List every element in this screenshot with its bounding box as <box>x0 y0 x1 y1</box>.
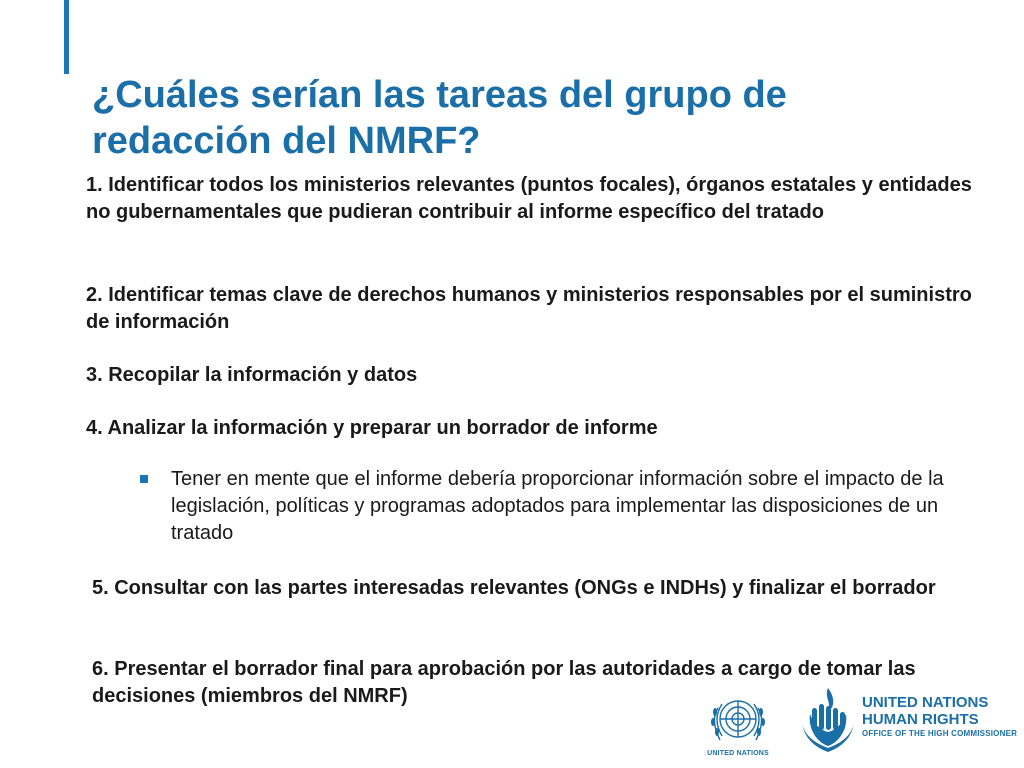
task-item-1: 1. Identificar todos los ministerios relevantes (puntos focales), órganos estatales y entidades no gubernamentales que pudieran contribuir al informe específico del tratado <box>86 174 972 223</box>
task-item-3: 3. Recopilar la información y datos <box>86 364 418 386</box>
task-item-6: 6. Presentar el borrador final para aprobación por las autoridades a cargo de tomar las decisiones (miembros del NMRF) <box>92 658 916 707</box>
slide-title <box>92 72 972 164</box>
ohchr-line-office: OFFICE OF THE HIGH COMMISSIONER <box>862 729 1018 738</box>
ohchr-hand-flame-icon <box>796 684 860 754</box>
un-emblem-icon <box>698 690 778 750</box>
ohchr-line-human-rights: HUMAN RIGHTS <box>862 711 979 728</box>
title-accent-bar <box>64 0 69 74</box>
task-item-4: 4. Analizar la información y preparar un borrador de informe <box>86 417 658 439</box>
task-item-5: 5. Consultar con las partes interesadas relevantes (ONGs e INDHs) y finalizar el borrador <box>92 577 936 599</box>
task-item-2: 2. Identificar temas clave de derechos humanos y ministerios responsables por el suministro de información <box>86 284 972 333</box>
sub-bullet-text: Tener en mente que el informe debería proporcionar información sobre el impacto de la legislación, políticas y programas adoptados para implementar las disposiciones de un tratado <box>171 468 944 544</box>
un-logo-label: UNITED NATIONS <box>707 750 769 757</box>
united-nations-logo <box>698 690 778 762</box>
ohchr-line-united-nations: UNITED NATIONS <box>862 694 989 711</box>
square-bullet-icon <box>140 475 148 483</box>
ohchr-emblem <box>796 684 860 754</box>
ohchr-wordmark <box>862 694 1018 740</box>
title-line-1: ¿Cuáles serían las tareas del grupo de <box>92 74 787 116</box>
title-line-2: redacción del NMRF? <box>92 120 481 162</box>
